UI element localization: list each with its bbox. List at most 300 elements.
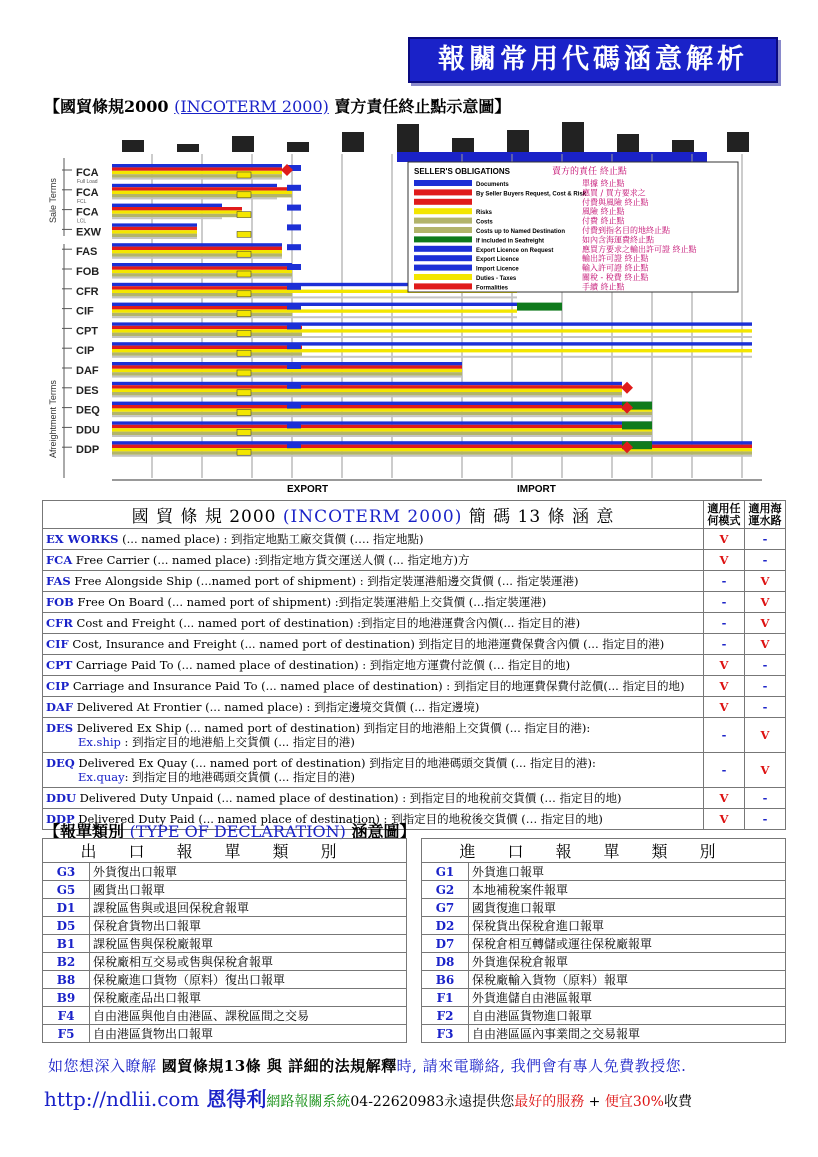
term-description: [43, 529, 704, 550]
sea-mode-mark: -: [745, 809, 786, 830]
obligation-bar: [112, 303, 517, 306]
licence-box: [237, 410, 251, 416]
any-mode-mark: V: [704, 809, 745, 830]
legend-item-en: Formalities: [476, 285, 509, 292]
obligation-bar: [112, 402, 652, 405]
term-text: Free On Board (... named port of shipment) :到指定裝運港船上交貨價 (...指定裝運港): [73, 595, 547, 609]
obligation-bar: [112, 421, 652, 424]
legend-swatch: [414, 274, 472, 280]
licence-box: [237, 231, 251, 237]
legend-item-zh: 付費 終止點: [582, 216, 625, 226]
footer-text-a: 如您想深入瞭解: [48, 1057, 162, 1075]
column-gap: [407, 881, 422, 899]
obligation-bar: [112, 210, 242, 213]
term-sublabel: LCL: [77, 218, 87, 225]
import-desc: 保稅倉相互轉儲或運往保稅廠報單: [469, 935, 786, 953]
obligation-bar: [112, 455, 752, 457]
obligation-bar: [112, 293, 292, 296]
term-code: DDU: [46, 791, 76, 805]
skyline-building: [672, 140, 694, 152]
import-desc: 自由港區區內事業間之交易報單: [469, 1025, 786, 1043]
obligation-bar: [112, 356, 752, 358]
term-description: [43, 655, 704, 676]
obligation-bar: [112, 253, 282, 256]
table-row: [43, 676, 786, 697]
footer-contact-line: [48, 1055, 686, 1076]
legend-swatch: [414, 227, 472, 233]
licence-box: [287, 363, 301, 369]
obligation-bar: [112, 435, 652, 437]
legend-swatch: [414, 265, 472, 271]
table-row: [43, 1025, 786, 1043]
term-text: Cost and Freight (... named port of destination) :到指定目的地港運費含內價(... 指定目的港): [72, 616, 581, 630]
term-sublabel: FCL: [77, 198, 87, 205]
legend-item-zh: 手續 終止點: [582, 282, 625, 292]
term-label: CFR: [76, 285, 99, 298]
sea-mode-mark: -: [745, 788, 786, 809]
legend-item-zh: 輸入許可證 終止點: [582, 263, 649, 273]
licence-box: [287, 185, 301, 191]
obligation-bar: [112, 247, 282, 250]
export-code: D5: [43, 917, 90, 935]
any-mode-mark: -: [704, 753, 745, 788]
column-gap: [407, 1007, 422, 1025]
export-desc: 課稅區售與或退回保稅倉報單: [90, 899, 407, 917]
table-row: [43, 899, 786, 917]
term-text: Delivered Duty Paid (... named place of destination) : 到指定目的地稅後交貨價 (… 指定目的地): [74, 812, 603, 826]
obligation-bar: [112, 389, 622, 392]
term-label: FAS: [76, 246, 98, 259]
obligation-bar: [112, 273, 292, 276]
legend-swatch: [414, 189, 472, 195]
term-code: FAS: [46, 574, 71, 588]
term-code: FOB: [46, 595, 74, 609]
legend-swatch: [414, 199, 472, 205]
term-code: DEQ: [46, 756, 75, 770]
export-desc: 自由港區與他自由港區、課稅區間之交易: [90, 1007, 407, 1025]
licence-box: [287, 383, 301, 389]
obligation-bar: [112, 187, 292, 190]
term-sub-code: Ex.ship: [78, 735, 121, 749]
export-code: B9: [43, 989, 90, 1007]
obligation-bar: [112, 316, 517, 318]
import-desc: 自由港區貨物進口報單: [469, 1007, 786, 1025]
term-code: CFR: [46, 616, 73, 630]
licence-box: [237, 212, 251, 218]
sea-mode-mark: V: [745, 753, 786, 788]
page-title-banner: 報關常用代碼涵意解析: [408, 37, 778, 83]
heading-suffix: 涵意圖】: [345, 822, 416, 841]
export-code: F4: [43, 1007, 90, 1025]
column-gap: [407, 899, 422, 917]
licence-box: [237, 251, 251, 257]
term-label: DAF: [76, 365, 99, 377]
licence-box: [237, 370, 251, 376]
import-code: B6: [422, 971, 469, 989]
import-code: D7: [422, 935, 469, 953]
term-code: DES: [46, 721, 74, 735]
term-description: [43, 697, 704, 718]
sea-mode-mark: V: [745, 718, 786, 753]
column-gap: [407, 971, 422, 989]
obligation-bar: [112, 369, 462, 372]
term-sub-code: Ex.quay: [78, 770, 125, 784]
obligation-bar: [112, 234, 197, 237]
obligation-bar: [112, 405, 652, 408]
import-code: D2: [422, 917, 469, 935]
obligation-bar: [112, 204, 222, 207]
import-desc: 保稅廠輸入貨物（原料）報單: [469, 971, 786, 989]
import-desc: 保稅貨出保稅倉進口報單: [469, 917, 786, 935]
obligation-bar: [112, 266, 292, 269]
legend-swatch: [414, 255, 472, 261]
table-row: [43, 881, 786, 899]
table-title-zh2: 簡 碼 13 條 涵 意: [462, 507, 615, 527]
declaration-type-table: [42, 838, 786, 1043]
obligation-bar: [112, 237, 197, 239]
import-desc: 國貨復進口報單: [469, 899, 786, 917]
term-sub-text: : 到指定目的地港船上交貨價 (... 指定目的港): [120, 735, 355, 749]
legend-swatch: [414, 246, 472, 252]
any-mode-mark: V: [704, 676, 745, 697]
licence-box: [287, 422, 301, 428]
legend-swatch: [414, 236, 472, 242]
table-row: [43, 753, 786, 788]
term-label: CIF: [76, 305, 94, 318]
skyline-building: [617, 134, 639, 152]
heading-en: (INCOTERM 2000): [174, 97, 329, 116]
legend-item-zh: 如內含海運費終止點: [582, 235, 654, 245]
table-row: [43, 634, 786, 655]
obligation-bar: [112, 376, 462, 378]
export-code: D1: [43, 899, 90, 917]
term-text: Free Carrier (... named place) :到指定地方貨交運送人價 (... 指定地方)方: [72, 553, 470, 567]
obligation-bar: [112, 263, 292, 266]
obligation-bar: [112, 448, 752, 451]
import-code: G7: [422, 899, 469, 917]
term-description: [43, 613, 704, 634]
import-code: F1: [422, 989, 469, 1007]
term-description: [43, 592, 704, 613]
obligation-bar: [112, 184, 277, 187]
obligation-bar: [112, 243, 282, 246]
sea-mode-mark: V: [745, 634, 786, 655]
term-description: [43, 634, 704, 655]
licence-box: [237, 172, 251, 178]
obligation-bar: [112, 174, 282, 177]
obligation-bar: [112, 223, 197, 226]
skyline-building: [452, 138, 474, 152]
export-desc: 保稅廠產品出口報單: [90, 989, 407, 1007]
incoterm-table: [42, 500, 786, 830]
obligation-bar: [112, 336, 752, 338]
term-label: DEQ: [76, 404, 100, 417]
export-code: B1: [43, 935, 90, 953]
licence-box: [237, 271, 251, 277]
obligation-bar: [112, 346, 302, 349]
skyline-building: [177, 144, 199, 152]
obligation-bar: [112, 309, 517, 312]
skyline-building: [232, 136, 254, 152]
any-mode-mark: V: [704, 550, 745, 571]
any-mode-mark: -: [704, 592, 745, 613]
term-text: (... named place) : 到指定地點工廠交貨價 (…. 指定地點): [118, 532, 424, 546]
table-row: [43, 718, 786, 753]
term-text: Delivered Ex Ship (... named port of destination) 到指定目的地港船上交貨價 (... 指定目的港):: [73, 721, 591, 735]
any-mode-mark: -: [704, 571, 745, 592]
obligation-bar: [112, 395, 622, 397]
incoterm-table-title: [43, 501, 704, 529]
export-desc: 課稅區售與保稅廠報單: [90, 935, 407, 953]
term-label: CIP: [76, 345, 95, 358]
legend-item-zh: 付費與風險 終止點: [582, 197, 649, 207]
obligation-bar: [112, 167, 282, 170]
export-code: B2: [43, 953, 90, 971]
legend-item-zh: 應買方要求之輸出許可證 終止點: [582, 244, 697, 254]
term-description: [43, 676, 704, 697]
term-label: DES: [76, 384, 99, 397]
term-description: [43, 753, 704, 788]
column-gap: [407, 839, 422, 863]
skyline-building: [562, 122, 584, 152]
legend-item-en: Costs: [476, 219, 493, 226]
table-row: [43, 697, 786, 718]
legend-item-en: Export Licence on Request: [476, 247, 554, 254]
website-link[interactable]: http://ndlii.com: [44, 1087, 200, 1111]
column-gap: [407, 917, 422, 935]
export-desc: 自由港區貨物出口報單: [90, 1025, 407, 1043]
term-description: [43, 788, 704, 809]
footer-brand-line: [44, 1083, 692, 1112]
term-label: DDP: [76, 444, 100, 457]
skyline-building: [397, 124, 419, 152]
legend-item-en: Costs up to Named Destination: [476, 229, 566, 235]
sea-mode-mark: -: [745, 697, 786, 718]
export-desc: 國貨出口報單: [90, 881, 407, 899]
section-heading-incoterm: [44, 94, 510, 117]
term-label: EXW: [76, 226, 102, 239]
table-row: [43, 917, 786, 935]
licence-box: [237, 350, 251, 356]
legend-item-zh: 應買 / 買方要求之: [582, 188, 646, 198]
obligation-bar: [112, 250, 282, 253]
obligation-bar: [112, 428, 652, 431]
col-any-mode: 適用任何模式: [704, 501, 745, 529]
obligation-bar: [112, 412, 652, 415]
any-mode-mark: -: [704, 634, 745, 655]
obligation-bar: [112, 227, 197, 230]
incoterm-responsibility-diagram: [42, 118, 786, 496]
sea-mode-mark: -: [745, 550, 786, 571]
table-row: [43, 788, 786, 809]
legend-swatch: [414, 180, 472, 186]
obligation-bar: [112, 408, 652, 411]
licence-box: [287, 304, 301, 310]
table-row: [43, 529, 786, 550]
term-label: FCA: [76, 186, 99, 199]
obligation-bar: [112, 349, 752, 352]
sea-mode-mark: V: [745, 571, 786, 592]
footer-text-b: 國貿條規13條 與 詳細的法規解釋: [161, 1057, 397, 1075]
import-extension: [622, 421, 652, 429]
legend-item-zh: 輸出許可證 終止點: [582, 254, 649, 264]
licence-box: [287, 284, 301, 290]
term-sublabel: Full Load: [77, 179, 98, 185]
axis-import-label: IMPORT: [517, 484, 556, 495]
obligation-bar: [112, 171, 282, 174]
export-desc: 外貨復出口報單: [90, 863, 407, 881]
obligation-bar: [112, 191, 292, 194]
licence-box: [237, 311, 251, 317]
export-code: B8: [43, 971, 90, 989]
column-gap: [407, 1025, 422, 1043]
import-code: F3: [422, 1025, 469, 1043]
table-row: [43, 592, 786, 613]
group-label-freight: Afreightment Terms: [48, 380, 58, 458]
term-code: FCA: [46, 553, 73, 567]
import-code: F2: [422, 1007, 469, 1025]
export-code: G3: [43, 863, 90, 881]
term-label: FOB: [76, 266, 100, 278]
table-row: [43, 655, 786, 676]
obligation-bar: [112, 178, 282, 180]
table-row: [43, 571, 786, 592]
obligation-bar: [112, 415, 652, 417]
heading-en: (TYPE OF DECLARATION): [129, 822, 346, 841]
obligation-bar: [112, 441, 752, 444]
axis-export-label: EXPORT: [287, 484, 329, 495]
obligation-bar: [112, 277, 292, 279]
skyline-building: [342, 132, 364, 152]
licence-box: [237, 330, 251, 336]
licence-box: [287, 442, 301, 448]
legend-title-zh: 賣方的責任 終止點: [552, 167, 627, 177]
obligation-bar: [112, 217, 222, 219]
obligation-bar: [112, 352, 302, 355]
table-row: [43, 953, 786, 971]
sea-mode-mark: -: [745, 676, 786, 697]
export-desc: 保稅廠進口貨物（原料）復出口報單: [90, 971, 407, 989]
obligation-bar: [112, 382, 622, 385]
heading-prefix: 【報單類別: [44, 822, 130, 841]
sea-mode-mark: -: [745, 655, 786, 676]
import-code: G2: [422, 881, 469, 899]
obligation-bar: [112, 326, 302, 329]
table-title-zh1: 國 貿 條 規 2000: [131, 507, 283, 527]
licence-box: [237, 429, 251, 435]
import-extension: [517, 303, 562, 311]
table-row: [43, 550, 786, 571]
plus-sign: +: [584, 1094, 605, 1110]
term-sub-text: : 到指定目的地港碼頭交貨價 (... 指定目的港): [124, 770, 355, 784]
obligation-bar: [112, 451, 752, 454]
import-desc: 外貨進儲自由港區報單: [469, 989, 786, 1007]
term-text: Cost, Insurance and Freight (... named port of destination) 到指定目的地港運費保費含內價 (... 指定目的港): [68, 637, 665, 651]
licence-box: [237, 390, 251, 396]
skyline-building: [727, 132, 749, 152]
brand-name: 恩得利: [199, 1087, 267, 1111]
legend-swatch: [414, 208, 472, 214]
obligation-bar: [112, 333, 302, 336]
table-row: [43, 971, 786, 989]
footer-text-c: 時, 請來電聯絡, 我們會有專人免費教授您.: [396, 1057, 687, 1075]
column-gap: [407, 863, 422, 881]
legend-item-en: Risks: [476, 210, 493, 217]
legend-item-zh: 風險 終止點: [582, 207, 625, 217]
any-mode-mark: V: [704, 529, 745, 550]
obligation-bar: [112, 164, 282, 167]
import-desc: 本地補稅案件報單: [469, 881, 786, 899]
obligation-bar: [112, 329, 752, 332]
term-label: FCA: [76, 167, 99, 179]
obligation-bar: [112, 322, 752, 325]
sea-strip: [397, 152, 707, 162]
legend-swatch: [414, 283, 472, 289]
legend-swatch: [414, 218, 472, 224]
heading-suffix: 賣方責任終止點示意圖】: [328, 97, 511, 116]
term-label: FCA: [76, 206, 99, 219]
obligation-bar: [112, 425, 652, 428]
term-label: DDU: [76, 424, 100, 437]
export-code: G5: [43, 881, 90, 899]
obligation-bar: [112, 392, 622, 395]
table-row: [43, 935, 786, 953]
import-code: G1: [422, 863, 469, 881]
term-code: CIF: [46, 637, 69, 651]
import-code: D8: [422, 953, 469, 971]
import-header: 進口報單類別: [422, 839, 786, 863]
table-title-en: (INCOTERM 2000): [282, 507, 463, 527]
licence-box: [237, 291, 251, 297]
licence-box: [237, 192, 251, 198]
term-text: Delivered Duty Unpaid (... named place of destination) : 到指定目的地稅前交貨價 (… 指定目的地): [75, 791, 622, 805]
col-sea-mode: 適用海運水路: [745, 501, 786, 529]
term-code: CIP: [46, 679, 70, 693]
licence-box: [287, 205, 301, 211]
column-gap: [407, 989, 422, 1007]
legend-title: SELLER'S OBLIGATIONS: [414, 167, 510, 176]
legend-item-zh: 付費到指名目的地終止點: [582, 226, 670, 235]
obligation-bar: [112, 230, 197, 233]
obligation-bar: [112, 296, 517, 298]
table-row: [43, 613, 786, 634]
obligation-bar: [112, 194, 292, 197]
group-label-sale: Sale Terms: [48, 178, 58, 223]
best-service: 最好的服務: [514, 1094, 585, 1110]
heading-prefix: 【國貿條規2000: [44, 97, 175, 116]
term-description: [43, 718, 704, 753]
term-code: DAF: [46, 700, 74, 714]
export-header: 出口報單類別: [43, 839, 407, 863]
sea-mode-mark: -: [745, 529, 786, 550]
obligation-bar: [112, 342, 752, 345]
term-code: EX WORKS: [46, 532, 119, 546]
system-name: 網路報關系統: [266, 1094, 351, 1110]
obligation-bar: [112, 432, 652, 435]
export-code: F5: [43, 1025, 90, 1043]
term-text: Delivered At Frontier (... named place) : 到指定邊境交貨價 (... 指定邊境): [73, 700, 480, 714]
legend-item-en: Import Licence: [476, 266, 519, 273]
obligation-bar: [112, 197, 277, 199]
obligation-bar: [112, 306, 292, 309]
licence-box: [287, 403, 301, 409]
skyline-building: [122, 140, 144, 152]
any-mode-mark: V: [704, 655, 745, 676]
fee-text: 收費: [663, 1094, 692, 1110]
obligation-bar: [112, 445, 752, 448]
phone-number: 04-22620983永遠提供您: [350, 1094, 515, 1110]
obligation-bar: [112, 286, 292, 289]
